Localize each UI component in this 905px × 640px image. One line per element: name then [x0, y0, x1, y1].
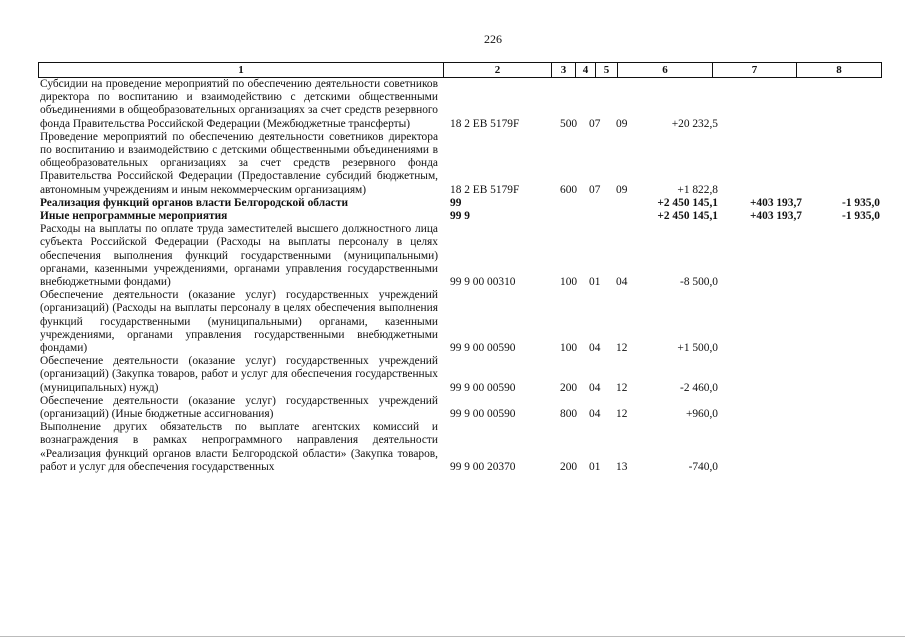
header-col-5: 5: [596, 63, 618, 77]
header-col-8: 8: [836, 64, 842, 76]
row-description: Обеспечение деятельности (оказание услуг) государственных учреждений (организаций) (Иные бюджетные ассигнования): [40, 394, 438, 421]
header-col-1: 1: [39, 63, 444, 77]
table-header: [38, 62, 882, 78]
row-amount-1: +20 232,5: [671, 117, 718, 130]
table-row: [40, 197, 882, 210]
row-description: Расходы на выплаты по оплате труда заместителей высшего должностного лица субъекта Российской Федерации (Расходы на выплаты персоналу в целях обеспечения выполнения функций государственными (муниципальными) органами, казенными учреждениями, органами управления государственными внебюджетными фондами): [40, 223, 438, 289]
row-amount-1: +2 450 145,1: [657, 196, 718, 209]
row-subsection: 09: [616, 117, 628, 130]
row-amount-1: +1 500,0: [677, 342, 718, 355]
row-amount-2: +403 193,7: [749, 196, 802, 209]
row-description: Обеспечение деятельности (оказание услуг) государственных учреждений (организаций) (Расходы на выплаты персоналу в целях обеспечения выполнения функций государственными (муниципальными) органами, казенными учреждениями, органами управления государственными внебюджетными фондами): [40, 289, 438, 355]
row-amount-3: -1 935,0: [842, 196, 880, 209]
row-subsection: 12: [616, 408, 628, 421]
table-row: [40, 395, 882, 421]
table-row: [40, 78, 882, 131]
header-col-3: 3: [552, 63, 576, 77]
row-amount-1: +2 450 145,1: [657, 210, 718, 223]
row-section: 01: [589, 460, 601, 473]
row-section: 04: [589, 342, 601, 355]
row-code: 99 9 00 00590: [450, 381, 516, 394]
row-code: 18 2 ЕВ 5179F: [450, 183, 520, 196]
row-section: 04: [589, 381, 601, 394]
row-description: Реализация функций органов власти Белгородской области: [40, 196, 349, 209]
scan-edge-line: [0, 636, 905, 637]
table-row: [40, 223, 882, 289]
row-amount-1: +1 822,8: [677, 183, 718, 196]
row-description: Субсидии на проведение мероприятий по обеспечению деятельности советников директора по воспитанию и взаимодействию с детскими общественными объединениями в общеобразовательных организациях за счет средств резервного фонда Правительства Российской Федерации (Межбюджетные трансферты): [40, 78, 438, 130]
row-expense-type: 100: [560, 276, 578, 289]
table-row: [40, 289, 882, 355]
header-col-6: 6: [618, 63, 713, 77]
row-expense-type: 800: [560, 408, 578, 421]
row-description: Выполнение других обязательств по выплате агентских комиссий и вознаграждения в рамках непрограммного направления деятельности «Реализация функций органов власти Белгородской области» (Закупка товаров, работ и услуг для обеспечения государственных: [40, 421, 438, 473]
row-amount-2: +403 193,7: [749, 210, 802, 223]
row-amount-1: -8 500,0: [680, 276, 718, 289]
row-description: Проведение мероприятий по обеспечению деятельности советников директора по воспитанию и взаимодействию с детскими общественными объединениями в общеобразовательных организациях за счет средств резервного фонда Правительства Российской Федерации (Предоставление субсидий бюджетным, автономным учреждениям и иным некоммерческим организациям): [40, 130, 438, 196]
table-row: [40, 210, 882, 223]
row-subsection: 04: [616, 276, 628, 289]
row-amount-3: -1 935,0: [842, 210, 880, 223]
page-number: 226: [484, 32, 502, 46]
row-amount-1: +960,0: [685, 408, 718, 421]
row-code: 99 9 00 00590: [450, 408, 516, 421]
row-subsection: 13: [616, 460, 628, 473]
row-section: 07: [589, 117, 601, 130]
row-expense-type: 600: [560, 183, 578, 196]
row-section: 01: [589, 276, 601, 289]
table-row: [40, 131, 882, 197]
row-expense-type: 200: [560, 460, 578, 473]
row-expense-type: 200: [560, 381, 578, 394]
row-code: 99 9 00 00590: [450, 342, 516, 355]
row-subsection: 09: [616, 183, 628, 196]
row-amount-1: -2 460,0: [680, 381, 718, 394]
table-body: [40, 78, 882, 474]
row-code: 99 9 00 20370: [450, 460, 516, 473]
row-section: 04: [589, 408, 601, 421]
row-expense-type: 100: [560, 342, 578, 355]
row-code: 18 2 ЕВ 5179F: [450, 117, 520, 130]
row-code: 99: [450, 196, 462, 209]
header-col-4: 4: [576, 63, 596, 77]
row-section: 07: [589, 183, 601, 196]
row-expense-type: 500: [560, 117, 578, 130]
row-amount-1: -740,0: [688, 460, 718, 473]
row-subsection: 12: [616, 381, 628, 394]
row-description: Обеспечение деятельности (оказание услуг) государственных учреждений (организаций) (Закупка товаров, работ и услуг для обеспечения государственных (муниципальных) нужд): [40, 355, 438, 394]
header-col-7: 7: [713, 63, 797, 77]
table-row: [40, 355, 882, 395]
table-row: [40, 421, 882, 474]
row-code: 99 9 00 00310: [450, 276, 516, 289]
row-subsection: 12: [616, 342, 628, 355]
header-col-2: 2: [444, 63, 552, 77]
row-code: 99 9: [450, 210, 470, 223]
row-description: Иные непрограммные мероприятия: [40, 210, 228, 223]
